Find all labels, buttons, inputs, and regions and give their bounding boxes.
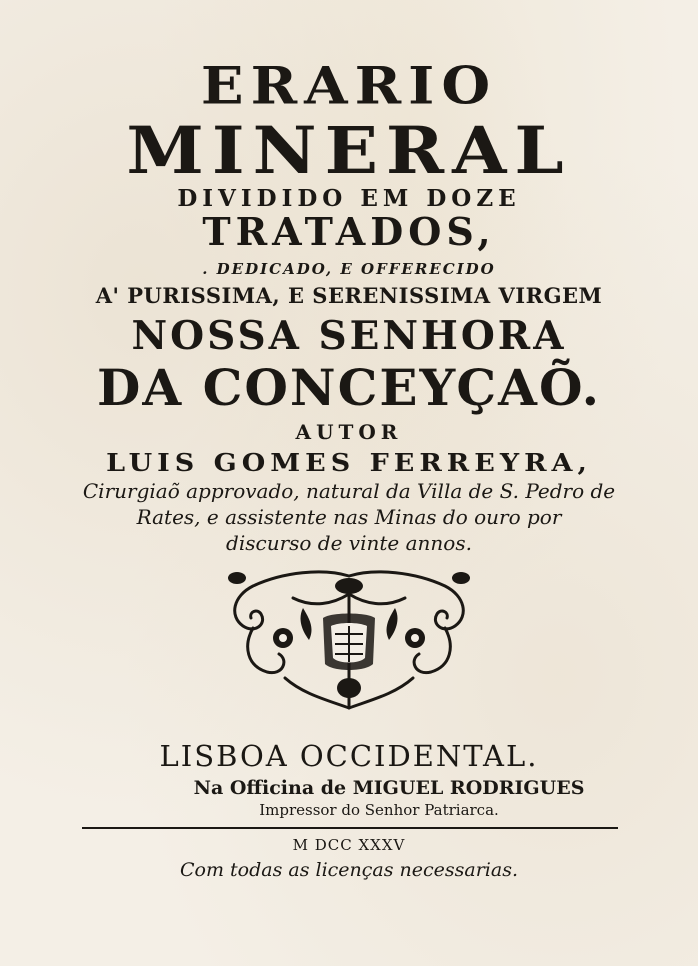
place-of-publication: LISBOA OCCIDENTAL.	[159, 739, 539, 773]
author-description-line2: Rates, e assistente nas Minas do ouro por	[136, 505, 562, 529]
dedication-line: . DEDICADO, E OFFERECIDO	[202, 260, 496, 278]
dedication-nossa-senhora: NOSSA SENHORA	[131, 313, 567, 359]
printer-title: Impressor do Senhor Patriarca.	[259, 801, 499, 819]
author-label: AUTOR	[295, 420, 403, 444]
author-description-line1: Cirurgiaõ approvado, natural da Villa de S. Pedro de	[82, 479, 616, 503]
author-description-line3: discurso de vinte annos.	[226, 531, 472, 555]
author-name: LUIS GOMES FERREYRA,	[106, 449, 592, 478]
dedication-virgem-line: A' PURISSIMA, E SERENISSIMA VIRGEM	[95, 283, 603, 308]
licenses-line: Com todas as licenças necessarias.	[179, 859, 518, 881]
dedication-conceycao: DA CONCEYÇAÕ.	[97, 358, 601, 417]
subtitle-tratados: TRATADOS,	[202, 209, 496, 254]
title-line-erario: ERARIO	[200, 55, 498, 117]
divider-rule	[82, 827, 618, 829]
title-line-mineral: MINERAL	[126, 112, 572, 189]
baroque-ornament-icon	[223, 568, 475, 710]
publication-date: M DCC XXXV	[292, 836, 406, 854]
printer-line: Na Officina de MIGUEL RODRIGUES	[193, 777, 585, 799]
subtitle-dividido: DIVIDIDO EM DOZE	[177, 185, 521, 212]
